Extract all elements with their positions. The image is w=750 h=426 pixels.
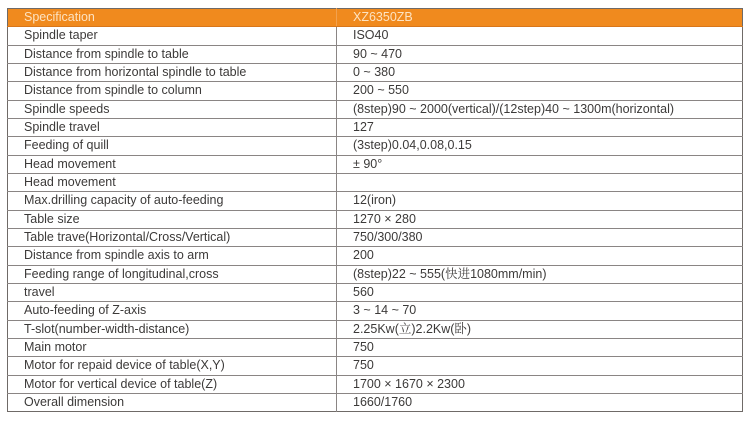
table-row (8, 192, 743, 210)
spec-label: Spindle speeds (8, 100, 337, 118)
spec-value: 1660/1760 (353, 395, 413, 410)
spec-value: 127 (337, 118, 743, 136)
spec-label: Overall dimension (8, 393, 337, 411)
spec-label: Distance from spindle to table (8, 45, 337, 63)
table-row (8, 118, 743, 136)
table-row (8, 137, 743, 155)
spec-label: T-slot(number-width-distance) (8, 320, 337, 338)
spec-label: Motor for repaid device of table(X,Y) (8, 357, 337, 375)
table-row (8, 27, 743, 45)
spec-label: Main motor (8, 338, 337, 356)
table-row (8, 210, 743, 228)
table-row (8, 265, 743, 283)
spec-value: 750/300/380 (337, 228, 743, 246)
spec-label: Distance from spindle to column (8, 82, 337, 100)
spec-label: Spindle travel (8, 118, 337, 136)
spec-value: 3 ~ 14 ~ 70 (337, 302, 743, 320)
table-row (8, 173, 743, 191)
table-row (8, 45, 743, 63)
spec-label: Spindle taper (8, 27, 337, 45)
header-specification: Specification (8, 9, 337, 27)
spec-label: Motor for vertical device of table(Z) (8, 375, 337, 393)
table-row (8, 63, 743, 81)
spec-value: ± 90° (337, 155, 743, 173)
spec-label: Head movement (8, 155, 337, 173)
spec-label: Max.drilling capacity of auto-feeding (8, 192, 337, 210)
spec-label: Feeding of quill (8, 137, 337, 155)
table-row (8, 283, 743, 301)
spec-value: 12(iron) (337, 192, 743, 210)
spec-value (337, 173, 743, 191)
table-row (8, 320, 743, 338)
spec-value: 1700 × 1670 × 2300 (337, 375, 743, 393)
table-row (8, 338, 743, 356)
spec-label: Table trave(Horizontal/Cross/Vertical) (8, 228, 337, 246)
table-row (8, 247, 743, 265)
spec-value: ISO40 (337, 27, 743, 45)
table-header-row (8, 9, 743, 27)
table-row (8, 100, 743, 118)
table-row (8, 155, 743, 173)
spec-value: 2.25Kw(立)2.2Kw(卧) (337, 320, 743, 338)
table-row (8, 357, 743, 375)
spec-label: Distance from horizontal spindle to table (8, 63, 337, 81)
spec-label: Head movement (8, 173, 337, 191)
header-model: XZ6350ZB (337, 9, 743, 27)
spec-label: Distance from spindle axis to arm (8, 247, 337, 265)
spec-value: (3step)0.04,0.08,0.15 (337, 137, 743, 155)
specification-table (7, 8, 743, 412)
spec-value: 750 (337, 338, 743, 356)
spec-value: 0 ~ 380 (337, 63, 743, 81)
spec-value: 560 (337, 283, 743, 301)
table-row (8, 375, 743, 393)
table-row (8, 82, 743, 100)
spec-label: travel (8, 283, 337, 301)
spec-label: Table size (8, 210, 337, 228)
spec-value: 1270 × 280 (337, 210, 743, 228)
spec-label: Auto-feeding of Z-axis (8, 302, 337, 320)
spec-value: 90 ~ 470 (337, 45, 743, 63)
spec-value: (8step)22 ~ 555(快进1080mm/min) (337, 265, 743, 283)
table-row (8, 302, 743, 320)
spec-value: (8step)90 ~ 2000(vertical)/(12step)40 ~ 1300m(horizontal) (337, 100, 743, 118)
spec-value: 750 (337, 357, 743, 375)
spec-value: 200 (337, 247, 743, 265)
table-row (8, 393, 743, 411)
spec-label: Feeding range of longitudinal,cross (8, 265, 337, 283)
spec-value: 200 ~ 550 (337, 82, 743, 100)
table-row (8, 228, 743, 246)
